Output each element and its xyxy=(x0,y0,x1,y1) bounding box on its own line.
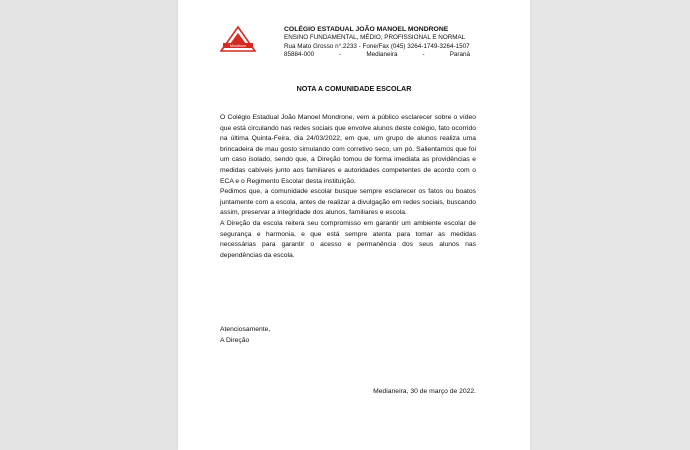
paragraph: O Colégio Estadual João Manoel Mondrone, vem a público esclarecer sobre o vídeo que está circulando nas redes sociais que envolve alunos deste colégio, fato ocorrido na última Quinta-Feira, dia 24/03/2022, em que, um grupo de alunos realiza uma brincadeira de mau gosto simulando com corretivo seco, um pó. Salientamos que foi um caso isolado, sendo que, a Direção tomou de forma imediata as providências e medidas cabíveis junto aos familiares e autoridades competentes de acordo com o ECA e o Regimento Escolar desta instituição. xyxy=(220,114,476,185)
document-body xyxy=(220,113,476,261)
closing xyxy=(220,324,270,346)
document-page xyxy=(178,0,530,450)
address-line: Rua Mato Grosso n°.2233 - Fone/Fax (045) 3264-1749-3264-1507 xyxy=(284,42,470,50)
salutation: Atenciosamente, xyxy=(220,326,271,333)
date-line: Medianeira, 30 de março de 2022. xyxy=(373,388,476,395)
city-row xyxy=(284,51,470,59)
paragraph: Pedimos que, a comunidade escolar busque sempre esclarecer os fatos ou boatos juntamente com a escola, antes de realizar a divulgação em redes sociais, buscando assim, preservar a integridade dos alunos, familiares e escola. xyxy=(220,188,476,217)
school-name: COLÉGIO ESTADUAL JOÃO MANOEL MONDRONE xyxy=(284,26,449,33)
cep: 85884-000 xyxy=(284,50,315,58)
state: Paraná xyxy=(449,50,470,58)
background-right xyxy=(530,0,690,450)
logo-text: Mondrone xyxy=(229,44,247,48)
paragraph: A Direção da escola reitera seu compromisso em garantir um ambiente escolar de segurança e harmonia, e que está sempre atenta para tomar as medidas necessárias para garantir o acesso e permanência dos seus alunos nas dependências da escola. xyxy=(220,219,476,259)
document-title: NOTA A COMUNIDADE ESCOLAR xyxy=(296,84,412,93)
school-logo xyxy=(220,26,256,54)
background-left xyxy=(0,0,178,450)
separator: - xyxy=(339,50,342,58)
separator: - xyxy=(422,50,425,58)
letterhead xyxy=(284,26,524,59)
education-levels: ENSINO FUNDAMENTAL, MÉDIO, PROFISSIONAL E NORMAL xyxy=(284,34,466,42)
city: Medianeira xyxy=(366,50,398,58)
signature: A Direção xyxy=(220,337,250,344)
